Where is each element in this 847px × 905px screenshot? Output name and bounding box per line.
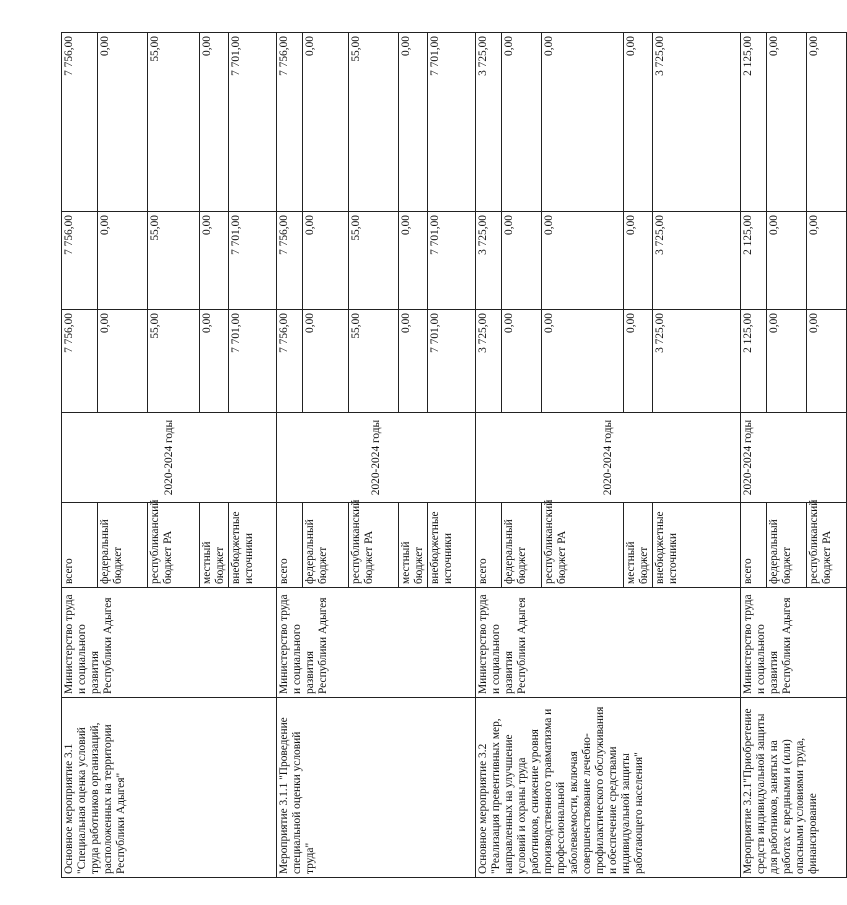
period-text: 2020-2024 годы: [742, 419, 754, 496]
value-cell: 0,00: [200, 310, 229, 413]
value-cell: 7 701,00: [229, 33, 277, 212]
value-cell: 7 701,00: [229, 212, 277, 310]
value-cell: 3 725,00: [653, 212, 741, 310]
value-cell: 7 701,00: [229, 310, 277, 413]
value-cell: 0,00: [200, 33, 229, 212]
value-cell: 0,00: [303, 212, 349, 310]
value-cell: 55,00: [349, 310, 399, 413]
event-cell: Мероприятие 3.2.1"Приобретение средств индивидуальной защиты для работников, занятых на работах с вредными и (или) опасными условиями труда, финансирование: [741, 698, 847, 878]
value-cell: 7 756,00: [62, 212, 98, 310]
executor-cell: Министерство труда и социального развития Республики Адыгея: [476, 588, 741, 698]
value-cell: 7 701,00: [428, 33, 476, 212]
value-cell: 7 756,00: [277, 310, 303, 413]
source-cell: республиканский бюджет РА: [542, 503, 624, 588]
value-cell: 7 756,00: [277, 33, 303, 212]
value-cell: 3 725,00: [476, 212, 502, 310]
period-cell: 2020-2024 годы: [476, 413, 741, 503]
source-cell: всего: [277, 503, 303, 588]
value-cell: 55,00: [148, 212, 200, 310]
value-cell: 55,00: [349, 212, 399, 310]
value-cell: 0,00: [624, 310, 653, 413]
source-cell: местный бюджет: [200, 503, 229, 588]
event-cell: Мероприятие 3.1.1 "Проведение специальной оценки условий труда": [277, 698, 476, 878]
value-cell: 2 125,00: [741, 33, 767, 212]
value-cell: 0,00: [767, 310, 807, 413]
source-cell: федеральный бюджет: [98, 503, 148, 588]
value-cell: 0,00: [767, 212, 807, 310]
value-cell: 55,00: [148, 33, 200, 212]
value-cell: 0,00: [502, 310, 542, 413]
value-cell: 2 125,00: [741, 212, 767, 310]
event-title: Основное мероприятие 3.1 "Специальная оценка условий труда работников организаций, расположенных на территории Республики Адыгея": [63, 722, 127, 874]
source-cell: федеральный бюджет: [767, 503, 807, 588]
source-cell: местный бюджет: [399, 503, 428, 588]
executor-cell: Министерство труда и социального развития Республики Адыгея: [741, 588, 847, 698]
value-cell: 7 701,00: [428, 212, 476, 310]
value-cell: 0,00: [807, 33, 847, 212]
source-cell: всего: [741, 503, 767, 588]
value-cell: 7 756,00: [62, 310, 98, 413]
value-cell: 0,00: [98, 33, 148, 212]
value-cell: 0,00: [98, 310, 148, 413]
value-cell: 0,00: [502, 212, 542, 310]
value-cell: 3 725,00: [476, 33, 502, 212]
value-cell: 0,00: [200, 212, 229, 310]
value-cell: 0,00: [767, 33, 807, 212]
source-cell: федеральный бюджет: [502, 503, 542, 588]
value-cell: 0,00: [399, 212, 428, 310]
source-cell: федеральный бюджет: [303, 503, 349, 588]
budget-table: [61, 32, 847, 878]
value-cell: 7 701,00: [428, 310, 476, 413]
value-cell: 0,00: [807, 212, 847, 310]
source-cell: республиканский бюджет РА: [148, 503, 200, 588]
value-cell: 7 756,00: [62, 33, 98, 212]
period-cell: 2020-2024 годы: [277, 413, 476, 503]
value-cell: 3 725,00: [476, 310, 502, 413]
period-cell: [741, 413, 847, 503]
source-cell: местный бюджет: [624, 503, 653, 588]
source-cell: всего: [62, 503, 98, 588]
source-cell: республиканский бюджет РА: [807, 503, 847, 588]
period-cell: 2020-2024 годы: [62, 413, 277, 503]
event-cell: [476, 698, 741, 878]
source-cell: республиканский бюджет РА: [349, 503, 399, 588]
executor-cell: Министерство труда и социального развития Республики Адыгея: [277, 588, 476, 698]
value-cell: 0,00: [303, 310, 349, 413]
value-cell: 0,00: [399, 310, 428, 413]
value-cell: 0,00: [807, 310, 847, 413]
event-cell: [62, 698, 277, 878]
source-cell: всего: [476, 503, 502, 588]
value-cell: 2 125,00: [741, 310, 767, 413]
value-cell: 0,00: [542, 33, 624, 212]
value-cell: 0,00: [624, 33, 653, 212]
source-cell: внебюджетные источники: [229, 503, 277, 588]
value-cell: 55,00: [349, 33, 399, 212]
source-cell: внебюджетные источники: [653, 503, 741, 588]
value-cell: 0,00: [98, 212, 148, 310]
value-cell: 55,00: [148, 310, 200, 413]
source-cell: внебюджетные источники: [428, 503, 476, 588]
value-cell: 3 725,00: [653, 310, 741, 413]
rotated-page: [61, 33, 833, 878]
value-cell: 3 725,00: [653, 33, 741, 212]
value-cell: 0,00: [303, 33, 349, 212]
event-title: Основное мероприятие 3.2 "Реализация превентивных мер, направленных на улучшение условий и охраны труда работников, снижение уровня производственного травматизма и профессиональной заболеваемости, включая совершенствование лечебно-профилактического обслуживания и обеспечение средствами индивидуальной защиты работающего населения": [477, 706, 645, 874]
executor-cell: Министерство труда и социального развития Республики Адыгея: [62, 588, 277, 698]
value-cell: 0,00: [624, 212, 653, 310]
value-cell: 0,00: [542, 212, 624, 310]
value-cell: 0,00: [399, 33, 428, 212]
value-cell: 0,00: [542, 310, 624, 413]
value-cell: 0,00: [502, 33, 542, 212]
value-cell: 7 756,00: [277, 212, 303, 310]
